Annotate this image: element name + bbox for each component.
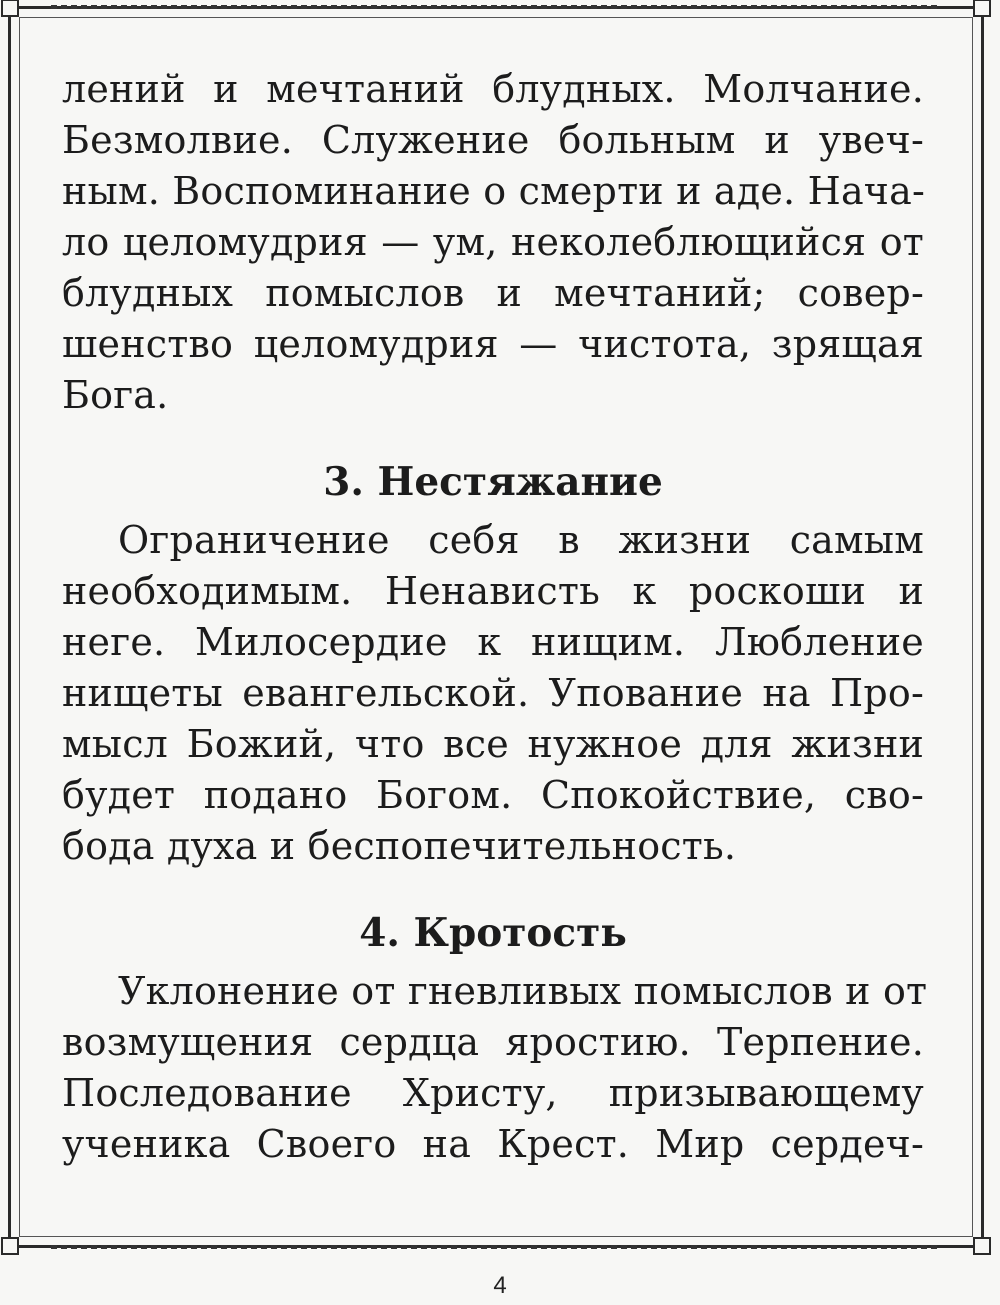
corner-ornament-top-left	[1, 0, 19, 17]
text-line: Безмолвие. Служение больным и увеч-	[62, 118, 924, 162]
text-line: бода духа и беспопечительность.	[62, 824, 737, 868]
corner-ornament-bottom-left	[1, 1237, 19, 1255]
text-line: Бога.	[62, 373, 169, 417]
text-line: будет подано Богом. Спокойствие, сво-	[62, 773, 924, 817]
paragraph-continued	[62, 64, 924, 421]
top-border-ornament	[51, 5, 941, 9]
text-line: ным. Воспоминание о смерти и аде. Нача-	[62, 169, 926, 213]
text-line: необходимым. Ненависть к роскоши и	[62, 569, 924, 613]
text-line: шенство целомудрия — чистота, зрящая	[62, 322, 924, 366]
page-number: 4	[493, 1272, 507, 1299]
section-4-paragraph	[62, 966, 928, 1170]
text-line: нищеты евангельской. Упование на Про-	[62, 671, 924, 715]
text-line: Последование Христу, призывающему	[62, 1071, 924, 1115]
corner-ornament-bottom-right	[973, 1237, 991, 1255]
text-line: ученика Своего на Крест. Мир сердеч-	[62, 1122, 924, 1166]
text-line: мысл Божий, что все нужное для жизни	[62, 722, 924, 766]
section-3-paragraph	[62, 515, 924, 872]
text-line: Уклонение от гневливых помыслов и от	[118, 969, 928, 1013]
text-line: блудных помыслов и мечтаний; совер-	[62, 271, 924, 315]
text-line: Ограничение себя в жизни самым	[118, 518, 924, 562]
text-line: неге. Милосердие к нищим. Любление	[62, 620, 924, 664]
text-line: лений и мечтаний блудных. Молчание.	[62, 67, 924, 111]
text-line: ло целомудрия — ум, неколеблющийся от	[62, 220, 924, 264]
section-heading-3: 3. Нестяжание	[323, 459, 663, 505]
text-line: возмущения сердца яростию. Терпение.	[62, 1020, 924, 1064]
section-heading-4: 4. Кротость	[359, 910, 627, 956]
corner-ornament-top-right	[973, 0, 991, 17]
page-content	[62, 64, 928, 1170]
bottom-border-ornament	[51, 1245, 941, 1249]
